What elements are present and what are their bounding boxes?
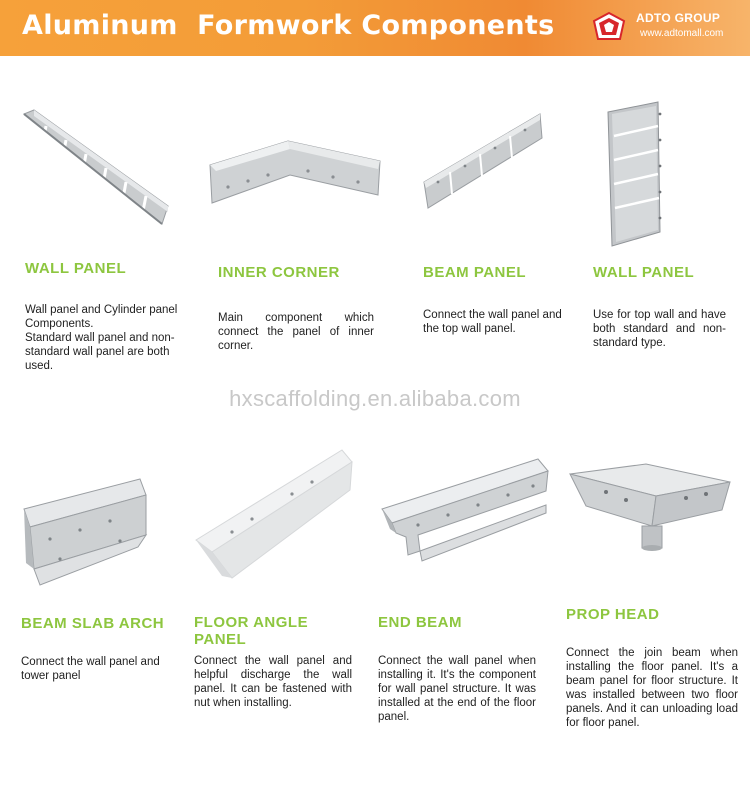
item-description: Connect the join beam when installing the floor panel. It's a beam panel for floor structure. It was installed between two floor panels. And it can unloading load for floor panel.: [566, 647, 738, 729]
floor-angle-panel-image: [192, 446, 358, 582]
adto-logo-icon: [592, 11, 626, 41]
end-beam-image: [378, 455, 552, 569]
item-description: Connect the wall panel when installing it. It's the component for wall panel structure. It was installed at the end of the floor panel.: [378, 655, 536, 723]
page-title: Aluminum Formwork Components: [22, 10, 555, 41]
prop-head-image: [566, 462, 734, 558]
item-title: WALL PANEL: [593, 264, 695, 281]
wall-panel-image: [22, 108, 172, 230]
brand-url: www.adtomall.com: [640, 28, 724, 39]
inner-corner-image: [208, 135, 384, 215]
beam-panel-image: [420, 110, 546, 210]
item-title: INNER CORNER: [218, 264, 340, 281]
brand-name: ADTO GROUP: [636, 11, 721, 25]
beam-slab-arch-image: [20, 475, 150, 593]
item-description-text: Wall panel and Cylinder panel Components. Standard wall panel and non-standard wall panel are both used.: [25, 304, 178, 372]
item-description: [25, 303, 195, 373]
item-title: BEAM PANEL: [423, 264, 527, 281]
item-description: Connect the wall panel and tower panel: [21, 656, 160, 682]
item-description: Main component which connect the panel of inner corner.: [218, 312, 374, 352]
item-title: WALL PANEL: [25, 260, 127, 277]
wall-panel-vertical-image: [604, 100, 666, 248]
item-description: Use for top wall and have both standard and non-standard type.: [593, 309, 726, 349]
header-banner: [0, 0, 750, 56]
item-title: END BEAM: [378, 614, 463, 631]
watermark: hxscaffolding.en.alibaba.com: [229, 386, 521, 411]
item-description: Connect the wall panel and helpful discharge the wall panel. It can be fastened with nut when installing.: [194, 655, 352, 709]
item-title: PROP HEAD: [566, 606, 660, 623]
item-description: Connect the wall panel and the top wall panel.: [423, 309, 562, 335]
item-title: BEAM SLAB ARCH: [21, 615, 165, 632]
item-title: FLOOR ANGLE PANEL: [194, 614, 309, 648]
